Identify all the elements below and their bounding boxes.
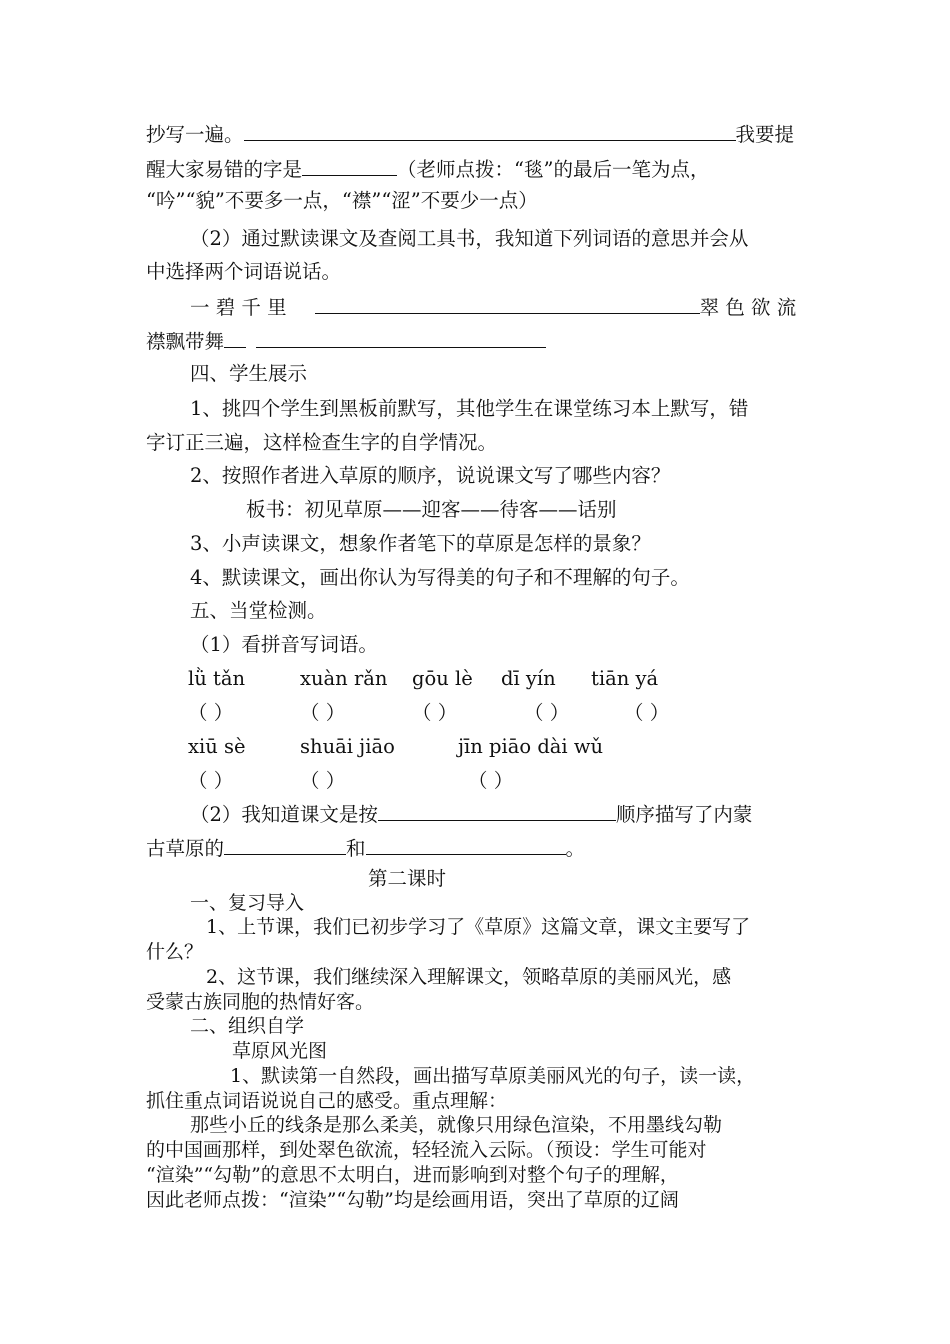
text: 顺序描写了内蒙 (615, 803, 753, 826)
text-line: 什么？ (146, 941, 204, 963)
answer-box: （ ） (468, 769, 514, 792)
pinyin-item: shuāi jiāo (300, 735, 395, 758)
fill-blank (315, 293, 700, 314)
fill-blank (224, 327, 246, 348)
fill-blank (378, 800, 616, 821)
text-line: （1）看拼音写词语。 (190, 633, 378, 656)
text-line: 1、上节课，我们已初步学习了《草原》这篇文章，课文主要写了 (206, 916, 751, 938)
text-line (190, 800, 752, 828)
text-line: 1、默读第一自然段，画出描写草原美丽风光的句子，读一读， (230, 1065, 756, 1087)
sub-heading: 草原风光图 (232, 1040, 328, 1062)
text-line: 抓住重点词语说说自己的感受。重点理解： (146, 1090, 508, 1112)
pinyin-item: tiān yá (591, 667, 659, 690)
text: 古草原的 (146, 837, 225, 860)
text-line (146, 327, 546, 355)
pinyin-item: xiū sè (188, 735, 246, 758)
section-heading: 四、学生展示 (190, 362, 308, 385)
text: 抄写一遍。 (146, 123, 244, 146)
text: 醒大家易错的字是 (146, 158, 303, 181)
text-line: 受蒙古族同胞的热情好客。 (146, 991, 375, 1013)
text: 一 碧 千 里 (190, 296, 287, 319)
text: 和 (346, 837, 366, 860)
text-line: 1、挑四个学生到黑板前默写，其他学生在课堂练习本上默写，错 (190, 397, 749, 420)
section-heading: 五、当堂检测。 (190, 599, 327, 622)
text-line: 板书：初见草原——迎客——待客——话别 (246, 498, 617, 521)
text: 襟飘带舞 (146, 330, 225, 353)
fill-blank (224, 834, 346, 855)
pinyin-item: xuàn rǎn (300, 667, 388, 690)
text-line (146, 120, 794, 148)
answer-box: （ ） (624, 701, 670, 724)
text: （老师点拨：“毯”的最后一笔为点， (397, 158, 710, 181)
text-line: 中选择两个词语说话。 (146, 260, 342, 283)
fill-blank (256, 327, 546, 348)
fill-blank (244, 120, 736, 141)
text-line: 2、按照作者进入草原的顺序，说说课文写了哪些内容？ (190, 464, 671, 487)
section-heading: 一、复习导入 (190, 892, 305, 914)
section-heading: 二、组织自学 (190, 1015, 305, 1037)
pinyin-item: gōu lè (412, 667, 473, 690)
text-line: 的中国画那样，到处翠色欲流，轻轻流入云际。（预设：学生可能对 (146, 1139, 707, 1161)
section-title: 第二课时 (368, 867, 447, 890)
text-line: 3、小声读课文，想象作者笔下的草原是怎样的景象？ (190, 532, 651, 555)
pinyin-item: jīn piāo dài wǔ (458, 735, 604, 758)
fill-blank (366, 834, 566, 855)
text: 翠 色 欲 流 (699, 296, 797, 319)
text: （2）我知道课文是按 (190, 803, 378, 826)
answer-box: （ ） (188, 701, 234, 724)
text-line (146, 834, 585, 862)
text-line: 那些小丘的线条是那么柔美，就像只用绿色渲染，不用墨线勾勒 (190, 1114, 723, 1136)
answer-box: （ ） (300, 769, 346, 792)
text-line: 2、这节课，我们继续深入理解课文，领略草原的美丽风光，感 (206, 966, 732, 988)
answer-box: （ ） (412, 701, 458, 724)
text-line: “吟”“貌”不要多一点，“襟”“涩”不要少一点） (146, 189, 538, 212)
text-line (146, 155, 709, 183)
text-line (190, 293, 796, 321)
pinyin-item: dī yín (501, 667, 556, 690)
answer-box: （ ） (188, 769, 234, 792)
text-line: （2）通过默读课文及查阅工具书，我知道下列词语的意思并会从 (190, 227, 749, 250)
text: 。 (565, 837, 586, 860)
text-line: 因此老师点拨：“渲染”“勾勒”均是绘画用语，突出了草原的辽阔 (146, 1189, 679, 1211)
pinyin-item: lǜ tǎn (188, 667, 246, 690)
text-line: “渲染”“勾勒”的意思不太明白，进而影响到对整个句子的理解， (146, 1164, 679, 1186)
text-line: 字订正三遍，这样检查生字的自学情况。 (146, 431, 498, 454)
text: 我要提 (735, 123, 795, 146)
fill-blank (302, 155, 397, 176)
text-line: 4、默读课文，画出你认为写得美的句子和不理解的句子。 (190, 566, 690, 589)
answer-box: （ ） (300, 701, 346, 724)
answer-box: （ ） (524, 701, 570, 724)
